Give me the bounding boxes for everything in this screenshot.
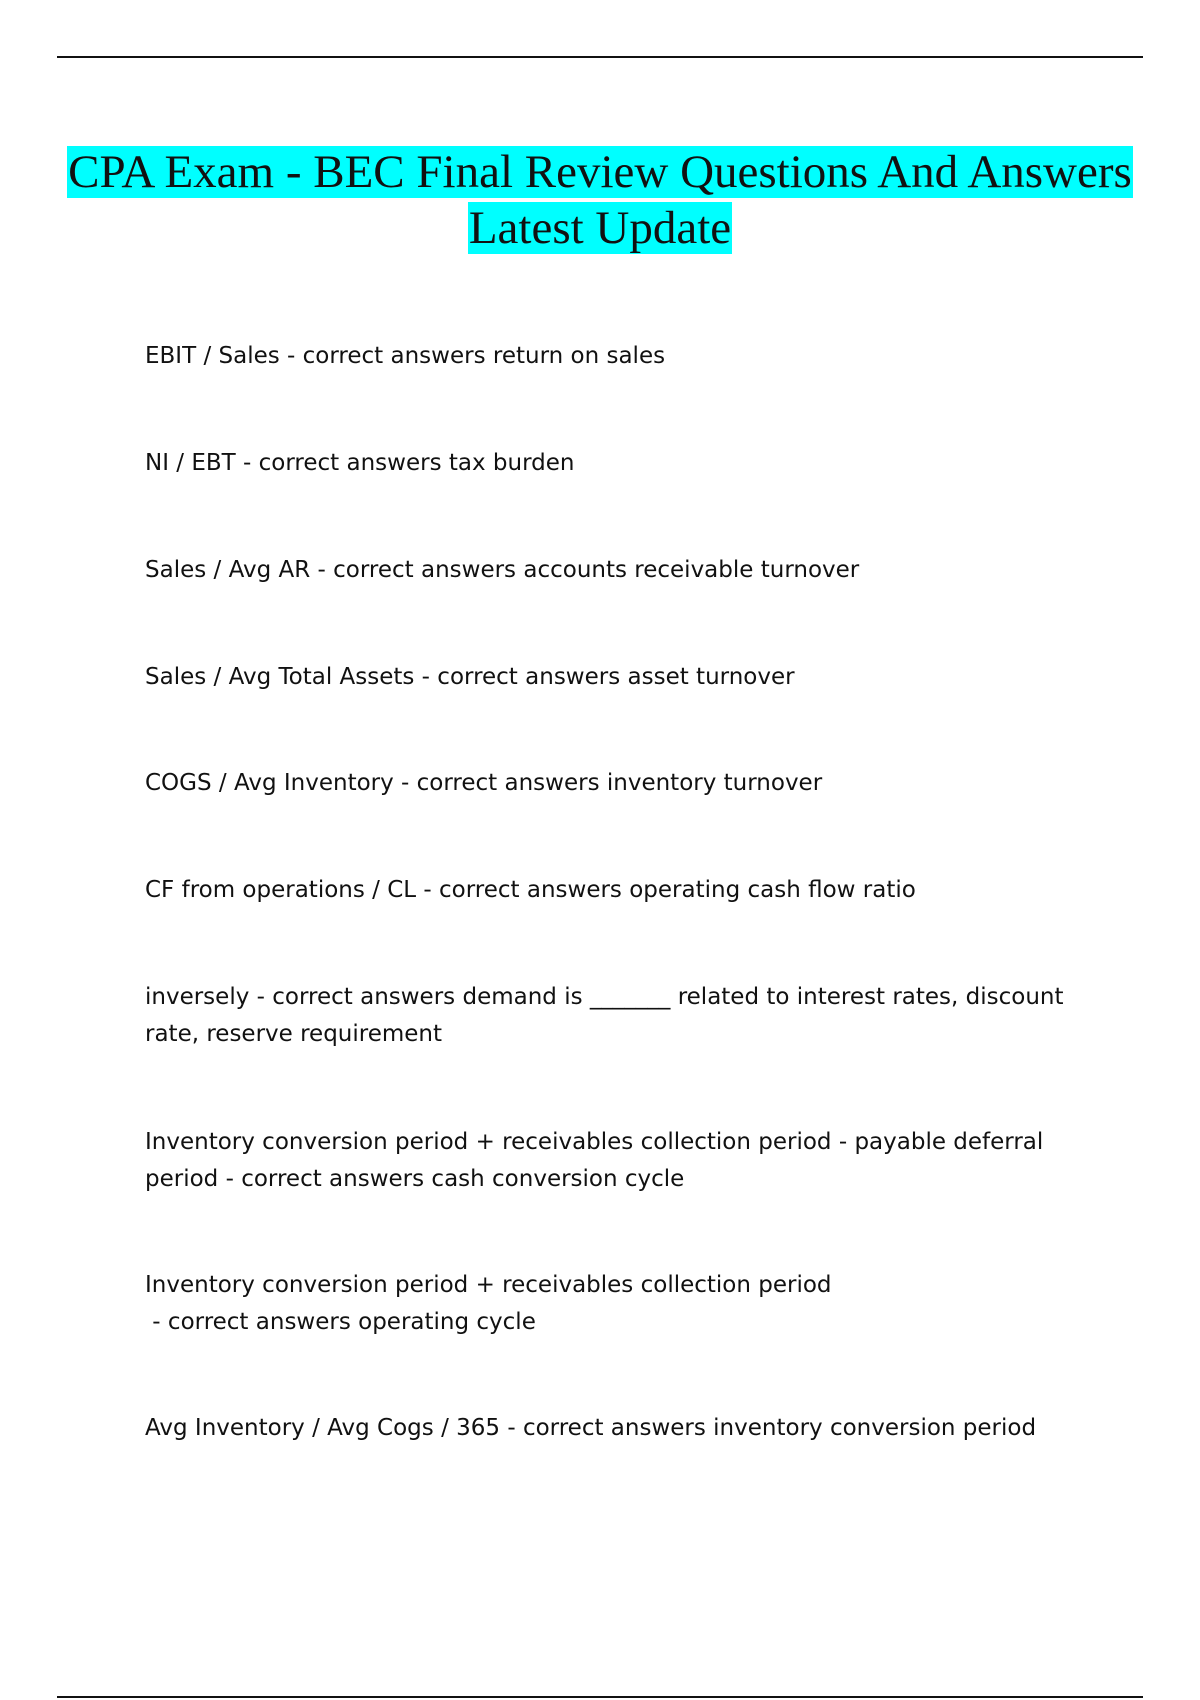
qa-item <box>145 1410 1065 1447</box>
qa-separator: - correct answers <box>414 664 628 690</box>
document-title <box>60 144 1140 256</box>
qa-item <box>145 872 1065 909</box>
qa-item <box>145 1124 1065 1198</box>
qa-separator: - correct answers <box>249 984 463 1010</box>
qa-answer: cash conversion cycle <box>431 1166 685 1192</box>
qa-item <box>145 552 1065 589</box>
qa-separator: - correct answers <box>279 343 493 369</box>
qa-separator: - correct answers <box>235 450 449 476</box>
qa-answer: asset turnover <box>627 664 795 690</box>
qa-answer: operating cash flow ratio <box>629 877 916 903</box>
top-rule <box>57 56 1143 58</box>
qa-answer: inventory conversion period <box>713 1415 1037 1441</box>
qa-separator: - correct answers <box>416 877 630 903</box>
qa-separator: - correct answers <box>310 557 524 583</box>
qa-separator: - correct answers <box>218 1166 432 1192</box>
qa-answer: tax burden <box>448 450 575 476</box>
document-title-text: CPA Exam - BEC Final Review Questions And Answers Latest Update <box>68 146 1132 254</box>
qa-question: COGS / Avg Inventory <box>145 770 394 796</box>
qa-item <box>145 979 1065 1053</box>
qa-question: Sales / Avg Total Assets <box>145 664 415 690</box>
qa-separator: - correct answers <box>393 770 607 796</box>
qa-question: EBIT / Sales <box>145 343 280 369</box>
qa-question: NI / EBT <box>145 450 236 476</box>
qa-item <box>145 765 1065 802</box>
qa-separator: - correct answers <box>500 1415 714 1441</box>
qa-question: Inventory conversion period + receivables collection period <box>145 1272 832 1298</box>
qa-question: Inventory conversion period + receivables collection period - payable deferral period <box>145 1129 1044 1192</box>
qa-answer: return on sales <box>492 343 666 369</box>
qa-item <box>145 1267 1065 1341</box>
qa-answer: operating cycle <box>358 1309 536 1335</box>
bottom-rule <box>57 1696 1143 1698</box>
qa-question: CF from operations / CL <box>145 877 417 903</box>
qa-question: Sales / Avg AR <box>145 557 311 583</box>
qa-answer: demand is _______ related to interest rates, discount rate, reserve requirement <box>145 984 1064 1047</box>
qa-item <box>145 445 1065 482</box>
qa-answer: accounts receivable turnover <box>523 557 860 583</box>
qa-question: Avg Inventory / Avg Cogs / 365 <box>145 1415 501 1441</box>
qa-question: inversely <box>145 984 250 1010</box>
qa-item <box>145 659 1065 696</box>
qa-item <box>145 338 1065 375</box>
qa-answer: inventory turnover <box>606 770 823 796</box>
qa-separator: - correct answers <box>145 1309 359 1335</box>
